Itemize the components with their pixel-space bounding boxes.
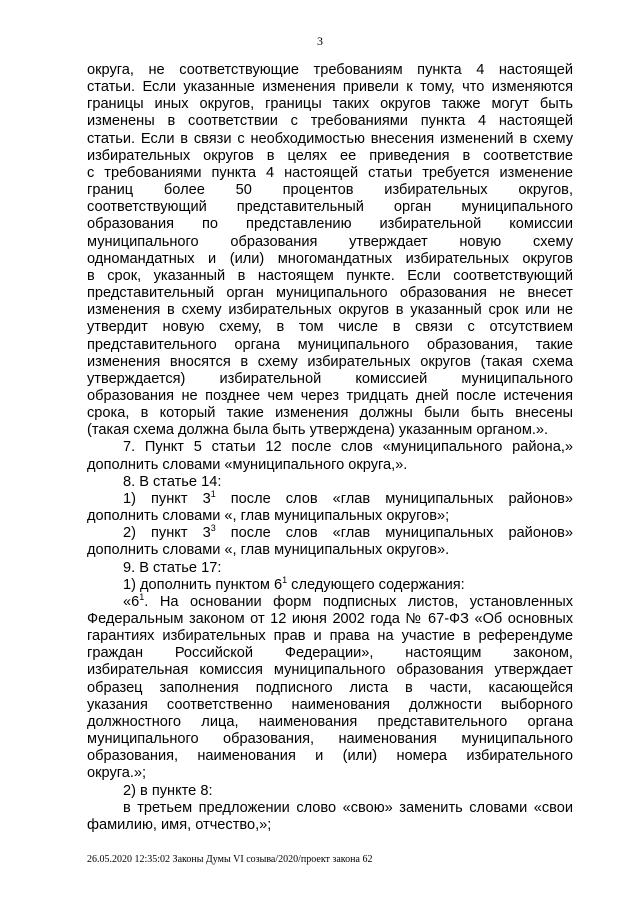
text-line: округа.»;	[87, 765, 147, 782]
text-line: статьи. Если в связи с необходимостью внесения изменений в схему	[87, 130, 573, 147]
text-span: следующего содержания:	[287, 576, 465, 593]
text-span: после слов «глав муниципальных районов»	[215, 490, 573, 507]
text-line: граждан Российской Федерации», настоящим законом,	[87, 645, 573, 662]
text-line	[87, 574, 573, 594]
text-line: с требованиями пункта 4 настоящей статьи требуется изменение	[87, 164, 573, 181]
text-line: в срок, указанный в настоящем пункте. Если соответствующий	[87, 267, 573, 284]
text-line: избирательных округов в целях ее приведения в соответствие	[87, 147, 573, 164]
text-line: дополнить словами «муниципального округа,».	[87, 456, 408, 473]
text-line: утверждается) избирательной комиссией муниципального	[87, 370, 573, 387]
text-line: статьи. Если указанные изменения привели к тому, что изменяются	[87, 79, 573, 96]
text-line	[87, 525, 573, 542]
superscript: 3	[210, 523, 216, 534]
text-line: одномандатных и (или) многомандатных избирательных округов	[87, 250, 573, 267]
text-line: муниципального образования, наименования муниципального	[87, 731, 573, 748]
text-line: 2) в пункте 8:	[123, 782, 213, 799]
superscript: 1	[210, 489, 216, 500]
text-line: образования, наименования и (или) номера избирательного	[87, 748, 573, 765]
text-line: должностного лица, наименования представительного органа	[87, 713, 573, 730]
text-line: Федеральным законом от 12 июня 2002 года № 67-ФЗ «Об основных	[87, 611, 573, 627]
text-line: гарантиях избирательных прав и права на участие в референдуме	[87, 628, 573, 645]
text-line: утвердит новую схему, в том числе в связи с отсутствием	[87, 319, 573, 336]
text-line	[87, 491, 573, 508]
text-line: 8. В статье 14:	[123, 473, 222, 490]
text-line: границ более 50 процентов избирательных округов,	[87, 182, 573, 199]
text-line: срока, в который такие изменения должны были быть внесены	[87, 405, 573, 422]
text-line: дополнить словами «, глав муниципальных округов»;	[87, 508, 450, 525]
superscript: 1	[139, 591, 145, 602]
text-line: образования не позднее чем через тридцать дней после истечения	[87, 387, 573, 404]
text-line	[87, 591, 573, 611]
superscript: 1	[282, 574, 288, 585]
text-line: образования по представлению избирательной комиссии	[87, 216, 573, 233]
text-span: 2) пункт 3	[123, 525, 211, 542]
text-span: «6	[123, 593, 140, 610]
text-line: образец заполнения подписного листа в части, касающейся	[87, 679, 573, 696]
text-line: изменения вносятся в схему избирательных округов (такая схема	[87, 353, 573, 370]
body-text	[87, 62, 573, 834]
text-line: дополнить словами «, глав муниципальных округов».	[87, 542, 450, 559]
text-line: (такая схема должна была быть утверждена) указанным органом.».	[87, 422, 549, 439]
text-line: муниципального образования утверждает новую схему	[87, 233, 573, 250]
document-footer: 26.05.2020 12:35:02 Законы Думы VI созыва/2020/проект закона 62	[87, 854, 373, 865]
text-line: указания соответственно наименования должности выборного	[87, 696, 573, 713]
text-line: фамилию, имя, отчество,»;	[87, 816, 272, 833]
text-line: в третьем предложении слово «свою» заменить словами «свои	[123, 799, 573, 816]
text-span: 1) пункт 3	[123, 490, 211, 507]
text-line: избирательная комиссия муниципального образования утверждает	[87, 662, 573, 679]
text-line: изменения в схему избирательных округов в указанный срок или не	[87, 302, 573, 319]
text-span: . На основании форм подписных листов, установленных	[144, 593, 573, 610]
text-line: 9. В статье 17:	[123, 559, 222, 576]
text-line: границы иных округов, границы таких округов также могут быть	[87, 96, 573, 113]
text-line: 7. Пункт 5 статьи 12 после слов «муниципального района,»	[123, 439, 573, 456]
text-span: 1) дополнить пунктом 6	[123, 576, 283, 593]
text-line: соответствующий представительный орган муниципального	[87, 199, 573, 216]
text-span: после слов «глав муниципальных районов»	[215, 525, 573, 542]
text-line: представительный орган муниципального образования не внесет	[87, 285, 573, 302]
page-number: 3	[317, 34, 323, 48]
text-line: изменены в соответствии с требованиями пункта 4 настоящей	[87, 113, 573, 130]
text-line: округа, не соответствующие требованиям пункта 4 настоящей	[87, 62, 573, 78]
text-line: представительного органа муниципального образования, такие	[87, 336, 573, 353]
